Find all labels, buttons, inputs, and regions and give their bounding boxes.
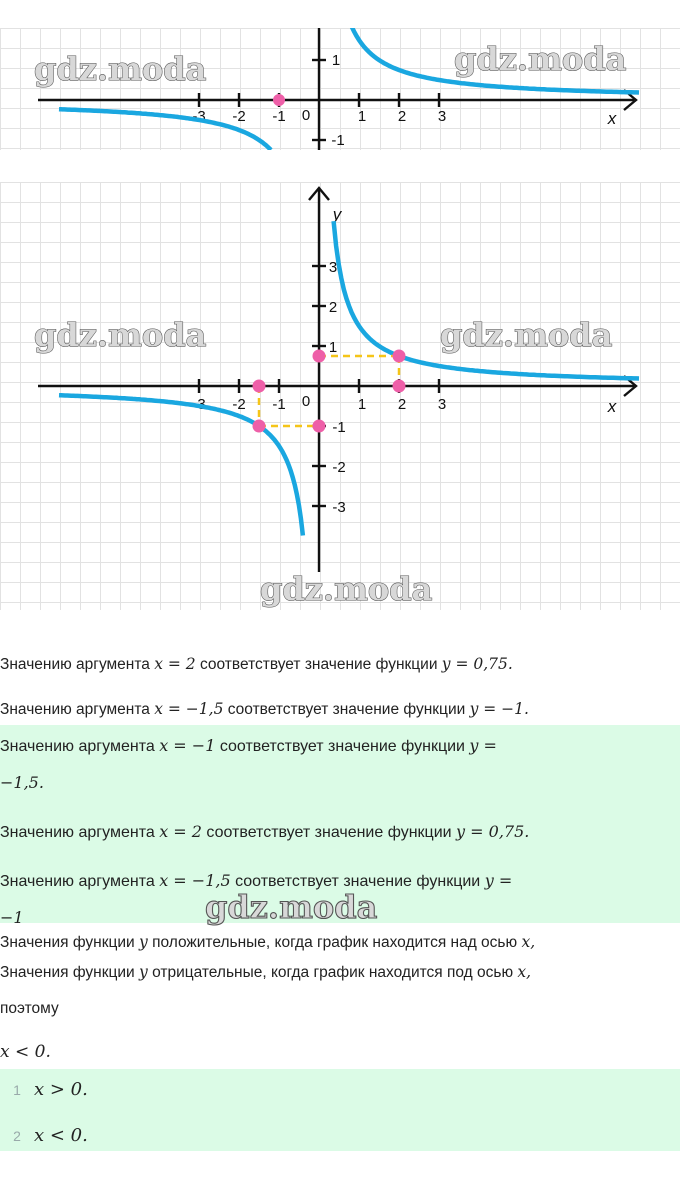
answers-block bbox=[0, 1069, 680, 1151]
answer-number: 2 bbox=[13, 1128, 21, 1144]
x-axis-label: x bbox=[607, 109, 617, 128]
point-x-2 bbox=[393, 380, 406, 393]
tick-label: -3 bbox=[192, 396, 206, 413]
text-line: Значения функции y отрицательные, когда график находится под осью x, bbox=[0, 963, 532, 981]
answer-expr: x < 0. bbox=[34, 1125, 88, 1146]
tick-label: -2 bbox=[332, 459, 346, 476]
tick-label: -1 bbox=[272, 108, 286, 125]
point-2-0-75 bbox=[393, 350, 406, 363]
text-line: поэтому bbox=[0, 1000, 59, 1017]
tick-label: -3 bbox=[332, 499, 346, 516]
graph-top bbox=[0, 28, 680, 150]
tick-label: 2 bbox=[397, 108, 407, 125]
text-line: Значению аргумента x = 2 соответствует значение функции y = 0,75. bbox=[0, 822, 530, 841]
tick-label: 1 bbox=[357, 108, 367, 125]
origin-label: 0 bbox=[301, 107, 311, 124]
x-axis-label: x bbox=[607, 397, 617, 416]
tick-label: -2 bbox=[232, 108, 246, 125]
text-line: x < 0. bbox=[0, 1042, 51, 1062]
tick-label: 3 bbox=[437, 108, 447, 125]
point-minus-1-5-minus-1 bbox=[253, 420, 266, 433]
graph-main-svg bbox=[0, 182, 680, 610]
tick-label: -2 bbox=[232, 396, 246, 413]
tick-label: -1 bbox=[332, 419, 346, 436]
point-y-0-75 bbox=[313, 350, 326, 363]
y-axis-label: y bbox=[332, 205, 342, 224]
answer-number: 1 bbox=[13, 1082, 21, 1098]
tick-label: -1 bbox=[331, 132, 345, 149]
text-line: Значению аргумента x = −1,5 соответствует значение функции y = −1. bbox=[0, 700, 529, 718]
watermark: gdz.moda bbox=[260, 570, 433, 608]
watermark: gdz.moda bbox=[34, 316, 207, 354]
graph-main bbox=[0, 182, 680, 610]
point-y-minus-1 bbox=[313, 420, 326, 433]
text-line: −1 bbox=[0, 908, 24, 923]
tick-label: 1 bbox=[331, 52, 341, 69]
watermark: gdz.moda bbox=[205, 888, 378, 926]
watermark: gdz.moda bbox=[440, 316, 613, 354]
tick-label: 1 bbox=[357, 396, 367, 413]
origin-label: 0 bbox=[301, 393, 311, 410]
tick-label: 2 bbox=[397, 396, 407, 413]
tick-label: 3 bbox=[328, 259, 338, 276]
hyperbola-branch-left bbox=[59, 395, 303, 535]
answer-row bbox=[0, 1125, 88, 1146]
watermark: gdz.moda bbox=[34, 50, 207, 88]
answer-row bbox=[0, 1079, 88, 1100]
text-line: Значению аргумента x = −1 соответствует значение функции y = bbox=[0, 736, 497, 755]
watermark: gdz.moda bbox=[454, 40, 627, 78]
tick-label: 2 bbox=[328, 299, 338, 316]
tick-label: 3 bbox=[437, 396, 447, 413]
text-line: Значения функции y положительные, когда график находится над осью x, bbox=[0, 933, 536, 951]
text-line: Значению аргумента x = −1,5 соответствует значение функции y = bbox=[0, 871, 513, 890]
tick-label: 1 bbox=[328, 339, 338, 356]
text-line: Значению аргумента x = 2 соответствует значение функции y = 0,75. bbox=[0, 655, 513, 673]
tick-label: -3 bbox=[192, 108, 206, 125]
point-x-minus-1-5 bbox=[253, 380, 266, 393]
answer-expr: x > 0. bbox=[34, 1079, 88, 1100]
point-x-minus-1 bbox=[273, 94, 285, 106]
text-line: −1,5. bbox=[0, 773, 44, 792]
tick-label: -1 bbox=[272, 396, 286, 413]
graph-top-svg bbox=[0, 28, 680, 150]
